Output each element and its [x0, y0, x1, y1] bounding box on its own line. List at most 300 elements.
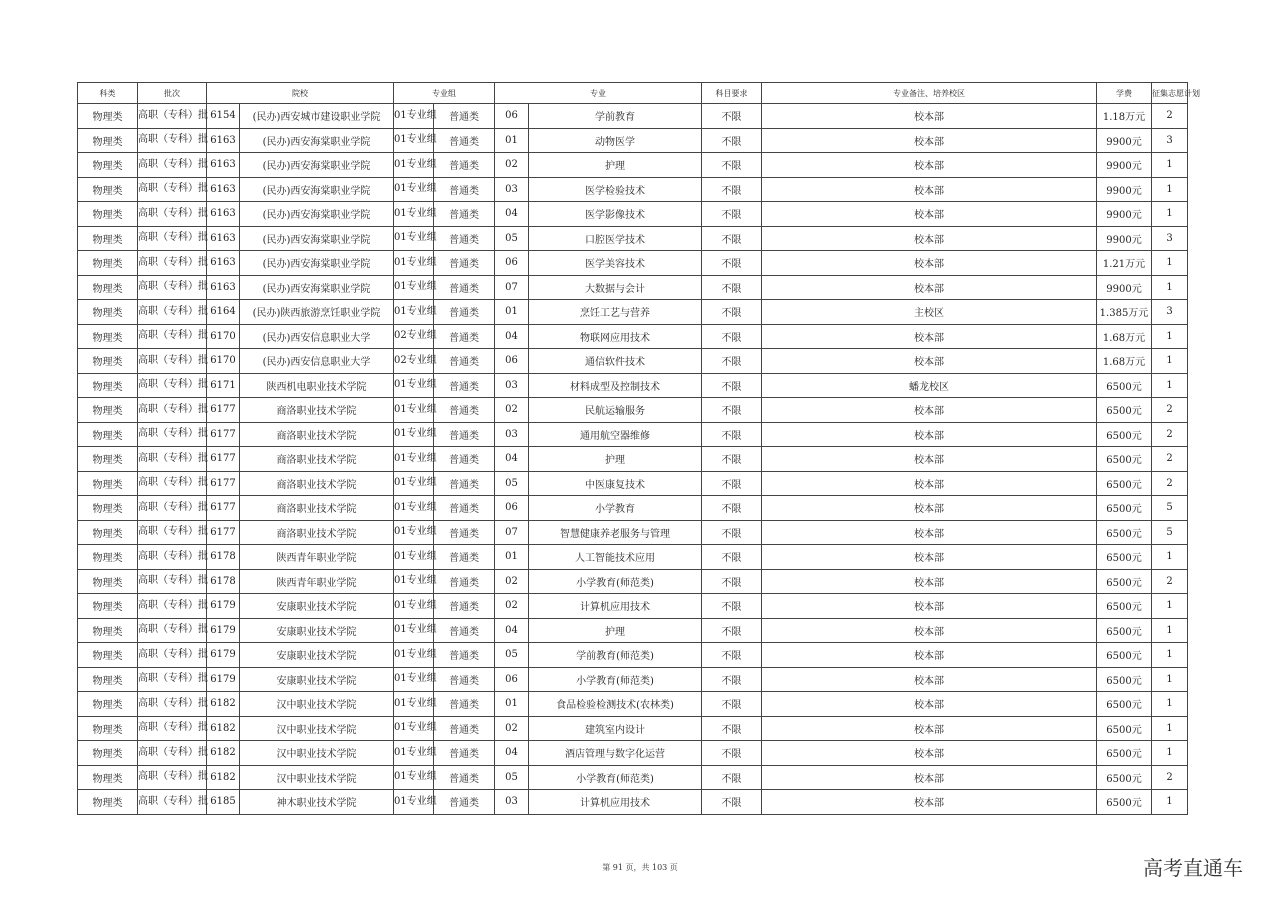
major-group-cell: 01专业组: [394, 447, 434, 472]
major-code-cell: 07: [495, 520, 529, 545]
plan-count-cell: 1: [1152, 667, 1188, 692]
school-code-cell: 6170: [207, 349, 240, 374]
major-name-cell: 食品检验检测技术(农林类): [529, 692, 702, 717]
tuition-cell: 1.21万元: [1097, 251, 1152, 276]
subject-requirement-cell: 不限: [702, 251, 762, 276]
school-code-cell: 6179: [207, 594, 240, 619]
category-cell: 物理类: [78, 324, 138, 349]
tuition-cell: 6500元: [1097, 643, 1152, 668]
header-batch: 批次: [138, 83, 207, 104]
major-name-cell: 小学教育: [529, 496, 702, 521]
category-cell: 物理类: [78, 373, 138, 398]
notes-campus-cell: 校本部: [762, 520, 1097, 545]
category-cell: 物理类: [78, 496, 138, 521]
school-name-cell: 安康职业技术学院: [240, 667, 394, 692]
major-name-cell: 护理: [529, 447, 702, 472]
group-type-cell: 普通类: [434, 520, 495, 545]
group-type-cell: 普通类: [434, 496, 495, 521]
group-type-cell: 普通类: [434, 153, 495, 178]
major-name-cell: 通信软件技术: [529, 349, 702, 374]
major-name-cell: 计算机应用技术: [529, 594, 702, 619]
category-cell: 物理类: [78, 202, 138, 227]
tuition-cell: 6500元: [1097, 618, 1152, 643]
school-code-cell: 6177: [207, 520, 240, 545]
plan-count-cell: 2: [1152, 765, 1188, 790]
table-row: [78, 520, 1188, 545]
table-body: [78, 104, 1188, 815]
school-code-cell: 6177: [207, 447, 240, 472]
major-code-cell: 06: [495, 667, 529, 692]
batch-cell: 高职（专科）批: [138, 447, 207, 472]
school-code-cell: 6163: [207, 128, 240, 153]
subject-requirement-cell: 不限: [702, 153, 762, 178]
school-name-cell: (民办)西安海棠职业学院: [240, 177, 394, 202]
tuition-cell: 9900元: [1097, 177, 1152, 202]
group-type-cell: 普通类: [434, 398, 495, 423]
table-row: [78, 741, 1188, 766]
plan-count-cell: 1: [1152, 324, 1188, 349]
major-group-cell: 01专业组: [394, 765, 434, 790]
school-name-cell: 神木职业技术学院: [240, 790, 394, 815]
category-cell: 物理类: [78, 471, 138, 496]
table-row: [78, 128, 1188, 153]
notes-campus-cell: 校本部: [762, 643, 1097, 668]
table-row: [78, 643, 1188, 668]
table-row: [78, 104, 1188, 129]
group-type-cell: 普通类: [434, 471, 495, 496]
batch-cell: 高职（专科）批: [138, 128, 207, 153]
group-type-cell: 普通类: [434, 373, 495, 398]
batch-cell: 高职（专科）批: [138, 569, 207, 594]
group-type-cell: 普通类: [434, 128, 495, 153]
major-name-cell: 大数据与会计: [529, 275, 702, 300]
major-code-cell: 04: [495, 618, 529, 643]
major-group-cell: 01专业组: [394, 545, 434, 570]
school-name-cell: (民办)陕西旅游烹饪职业学院: [240, 300, 394, 325]
notes-campus-cell: 校本部: [762, 128, 1097, 153]
major-code-cell: 03: [495, 373, 529, 398]
school-code-cell: 6179: [207, 667, 240, 692]
header-category: 科类: [78, 83, 138, 104]
group-type-cell: 普通类: [434, 667, 495, 692]
watermark: 高考直通车: [1143, 856, 1243, 880]
group-type-cell: 普通类: [434, 422, 495, 447]
major-name-cell: 学前教育: [529, 104, 702, 129]
major-code-cell: 02: [495, 153, 529, 178]
plan-count-cell: 1: [1152, 202, 1188, 227]
school-code-cell: 6154: [207, 104, 240, 129]
major-code-cell: 03: [495, 422, 529, 447]
table-row: [78, 202, 1188, 227]
tuition-cell: 6500元: [1097, 765, 1152, 790]
subject-requirement-cell: 不限: [702, 643, 762, 668]
table-row: [78, 790, 1188, 815]
category-cell: 物理类: [78, 643, 138, 668]
major-code-cell: 02: [495, 398, 529, 423]
tuition-cell: 6500元: [1097, 398, 1152, 423]
subject-requirement-cell: 不限: [702, 741, 762, 766]
category-cell: 物理类: [78, 765, 138, 790]
notes-campus-cell: 校本部: [762, 496, 1097, 521]
batch-cell: 高职（专科）批: [138, 324, 207, 349]
school-name-cell: 安康职业技术学院: [240, 643, 394, 668]
major-name-cell: 口腔医学技术: [529, 226, 702, 251]
tuition-cell: 1.68万元: [1097, 324, 1152, 349]
plan-count-cell: 2: [1152, 471, 1188, 496]
batch-cell: 高职（专科）批: [138, 104, 207, 129]
notes-campus-cell: 校本部: [762, 349, 1097, 374]
major-code-cell: 03: [495, 790, 529, 815]
table-row: [78, 471, 1188, 496]
subject-requirement-cell: 不限: [702, 594, 762, 619]
plan-count-cell: 1: [1152, 153, 1188, 178]
subject-requirement-cell: 不限: [702, 496, 762, 521]
subject-requirement-cell: 不限: [702, 716, 762, 741]
school-name-cell: 汉中职业技术学院: [240, 741, 394, 766]
plan-count-cell: 1: [1152, 692, 1188, 717]
major-group-cell: 02专业组: [394, 349, 434, 374]
school-name-cell: 陕西青年职业学院: [240, 569, 394, 594]
plan-count-cell: 1: [1152, 349, 1188, 374]
header-notes-campus: 专业备注、培养校区: [762, 83, 1097, 104]
major-name-cell: 烹饪工艺与营养: [529, 300, 702, 325]
category-cell: 物理类: [78, 520, 138, 545]
tuition-cell: 6500元: [1097, 422, 1152, 447]
category-cell: 物理类: [78, 422, 138, 447]
school-name-cell: 商洛职业技术学院: [240, 471, 394, 496]
school-name-cell: (民办)西安海棠职业学院: [240, 202, 394, 227]
notes-campus-cell: 校本部: [762, 398, 1097, 423]
major-name-cell: 中医康复技术: [529, 471, 702, 496]
batch-cell: 高职（专科）批: [138, 373, 207, 398]
major-group-cell: 01专业组: [394, 667, 434, 692]
subject-requirement-cell: 不限: [702, 692, 762, 717]
subject-requirement-cell: 不限: [702, 373, 762, 398]
batch-cell: 高职（专科）批: [138, 692, 207, 717]
tuition-cell: 6500元: [1097, 447, 1152, 472]
table-row: [78, 349, 1188, 374]
batch-cell: 高职（专科）批: [138, 667, 207, 692]
notes-campus-cell: 校本部: [762, 251, 1097, 276]
school-name-cell: 汉中职业技术学院: [240, 765, 394, 790]
major-name-cell: 物联网应用技术: [529, 324, 702, 349]
plan-count-cell: 1: [1152, 716, 1188, 741]
major-group-cell: 01专业组: [394, 520, 434, 545]
notes-campus-cell: 校本部: [762, 104, 1097, 129]
major-group-cell: 01专业组: [394, 422, 434, 447]
table-row: [78, 324, 1188, 349]
subject-requirement-cell: 不限: [702, 275, 762, 300]
category-cell: 物理类: [78, 226, 138, 251]
category-cell: 物理类: [78, 177, 138, 202]
notes-campus-cell: 校本部: [762, 153, 1097, 178]
category-cell: 物理类: [78, 447, 138, 472]
group-type-cell: 普通类: [434, 300, 495, 325]
notes-campus-cell: 校本部: [762, 545, 1097, 570]
plan-count-cell: 2: [1152, 569, 1188, 594]
major-group-cell: 01专业组: [394, 128, 434, 153]
category-cell: 物理类: [78, 104, 138, 129]
group-type-cell: 普通类: [434, 349, 495, 374]
school-code-cell: 6182: [207, 765, 240, 790]
table-row: [78, 251, 1188, 276]
tuition-cell: 6500元: [1097, 471, 1152, 496]
notes-campus-cell: 校本部: [762, 765, 1097, 790]
major-group-cell: 01专业组: [394, 643, 434, 668]
school-code-cell: 6185: [207, 790, 240, 815]
table-row: [78, 373, 1188, 398]
table-row: [78, 765, 1188, 790]
subject-requirement-cell: 不限: [702, 618, 762, 643]
tuition-cell: 6500元: [1097, 667, 1152, 692]
batch-cell: 高职（专科）批: [138, 226, 207, 251]
major-code-cell: 02: [495, 716, 529, 741]
category-cell: 物理类: [78, 667, 138, 692]
batch-cell: 高职（专科）批: [138, 300, 207, 325]
major-name-cell: 小学教育(师范类): [529, 667, 702, 692]
group-type-cell: 普通类: [434, 594, 495, 619]
subject-requirement-cell: 不限: [702, 398, 762, 423]
group-type-cell: 普通类: [434, 177, 495, 202]
plan-count-cell: 1: [1152, 251, 1188, 276]
batch-cell: 高职（专科）批: [138, 496, 207, 521]
school-name-cell: 商洛职业技术学院: [240, 496, 394, 521]
school-code-cell: 6164: [207, 300, 240, 325]
school-code-cell: 6179: [207, 618, 240, 643]
major-code-cell: 06: [495, 251, 529, 276]
school-name-cell: (民办)西安海棠职业学院: [240, 251, 394, 276]
school-code-cell: 6177: [207, 422, 240, 447]
tuition-cell: 9900元: [1097, 275, 1152, 300]
tuition-cell: 1.18万元: [1097, 104, 1152, 129]
notes-campus-cell: 校本部: [762, 202, 1097, 227]
major-group-cell: 01专业组: [394, 202, 434, 227]
notes-campus-cell: 校本部: [762, 716, 1097, 741]
subject-requirement-cell: 不限: [702, 520, 762, 545]
tuition-cell: 6500元: [1097, 692, 1152, 717]
batch-cell: 高职（专科）批: [138, 349, 207, 374]
batch-cell: 高职（专科）批: [138, 398, 207, 423]
major-code-cell: 04: [495, 447, 529, 472]
batch-cell: 高职（专科）批: [138, 741, 207, 766]
category-cell: 物理类: [78, 692, 138, 717]
major-name-cell: 通用航空器维修: [529, 422, 702, 447]
school-name-cell: 陕西机电职业技术学院: [240, 373, 394, 398]
major-code-cell: 01: [495, 128, 529, 153]
school-code-cell: 6170: [207, 324, 240, 349]
batch-cell: 高职（专科）批: [138, 251, 207, 276]
school-name-cell: (民办)西安海棠职业学院: [240, 226, 394, 251]
notes-campus-cell: 校本部: [762, 275, 1097, 300]
major-name-cell: 小学教育(师范类): [529, 765, 702, 790]
subject-requirement-cell: 不限: [702, 128, 762, 153]
school-code-cell: 6177: [207, 398, 240, 423]
major-code-cell: 03: [495, 177, 529, 202]
school-code-cell: 6178: [207, 545, 240, 570]
category-cell: 物理类: [78, 349, 138, 374]
major-name-cell: 民航运输服务: [529, 398, 702, 423]
school-name-cell: 商洛职业技术学院: [240, 422, 394, 447]
school-name-cell: 商洛职业技术学院: [240, 447, 394, 472]
major-name-cell: 人工智能技术应用: [529, 545, 702, 570]
major-code-cell: 05: [495, 226, 529, 251]
school-code-cell: 6163: [207, 275, 240, 300]
major-code-cell: 06: [495, 496, 529, 521]
major-group-cell: 01专业组: [394, 741, 434, 766]
tuition-cell: 1.68万元: [1097, 349, 1152, 374]
table-header: [78, 83, 1200, 104]
batch-cell: 高职（专科）批: [138, 594, 207, 619]
header-subject-requirement: 科目要求: [702, 83, 762, 104]
subject-requirement-cell: 不限: [702, 104, 762, 129]
major-group-cell: 01专业组: [394, 153, 434, 178]
group-type-cell: 普通类: [434, 447, 495, 472]
table-row: [78, 618, 1188, 643]
major-name-cell: 小学教育(师范类): [529, 569, 702, 594]
category-cell: 物理类: [78, 618, 138, 643]
tuition-cell: 6500元: [1097, 545, 1152, 570]
subject-requirement-cell: 不限: [702, 471, 762, 496]
major-group-cell: 01专业组: [394, 496, 434, 521]
batch-cell: 高职（专科）批: [138, 643, 207, 668]
group-type-cell: 普通类: [434, 741, 495, 766]
major-group-cell: 01专业组: [394, 618, 434, 643]
school-name-cell: 商洛职业技术学院: [240, 398, 394, 423]
batch-cell: 高职（专科）批: [138, 422, 207, 447]
table-row: [78, 422, 1188, 447]
tuition-cell: 6500元: [1097, 741, 1152, 766]
category-cell: 物理类: [78, 716, 138, 741]
notes-campus-cell: 主校区: [762, 300, 1097, 325]
category-cell: 物理类: [78, 545, 138, 570]
plan-count-cell: 5: [1152, 520, 1188, 545]
table-row: [78, 177, 1188, 202]
major-group-cell: 01专业组: [394, 251, 434, 276]
subject-requirement-cell: 不限: [702, 324, 762, 349]
school-name-cell: 陕西青年职业学院: [240, 545, 394, 570]
notes-campus-cell: 校本部: [762, 447, 1097, 472]
school-code-cell: 6177: [207, 471, 240, 496]
group-type-cell: 普通类: [434, 692, 495, 717]
major-group-cell: 01专业组: [394, 398, 434, 423]
table-row: [78, 153, 1188, 178]
table-row: [78, 569, 1188, 594]
header-major: 专业: [495, 83, 702, 104]
major-group-cell: 01专业组: [394, 373, 434, 398]
school-name-cell: 汉中职业技术学院: [240, 716, 394, 741]
notes-campus-cell: 校本部: [762, 618, 1097, 643]
plan-count-cell: 2: [1152, 422, 1188, 447]
page-footer: 第 91 页，共 103 页: [602, 863, 678, 872]
group-type-cell: 普通类: [434, 226, 495, 251]
school-name-cell: (民办)西安城市建设职业学院: [240, 104, 394, 129]
notes-campus-cell: 校本部: [762, 667, 1097, 692]
subject-requirement-cell: 不限: [702, 226, 762, 251]
major-name-cell: 智慧健康养老服务与管理: [529, 520, 702, 545]
subject-requirement-cell: 不限: [702, 177, 762, 202]
major-group-cell: 01专业组: [394, 177, 434, 202]
school-name-cell: 安康职业技术学院: [240, 594, 394, 619]
notes-campus-cell: 校本部: [762, 226, 1097, 251]
major-name-cell: 计算机应用技术: [529, 790, 702, 815]
tuition-cell: 6500元: [1097, 373, 1152, 398]
batch-cell: 高职（专科）批: [138, 545, 207, 570]
tuition-cell: 6500元: [1097, 716, 1152, 741]
school-code-cell: 6171: [207, 373, 240, 398]
group-type-cell: 普通类: [434, 716, 495, 741]
plan-count-cell: 3: [1152, 300, 1188, 325]
major-code-cell: 06: [495, 349, 529, 374]
plan-count-cell: 2: [1152, 398, 1188, 423]
subject-requirement-cell: 不限: [702, 300, 762, 325]
batch-cell: 高职（专科）批: [138, 520, 207, 545]
subject-requirement-cell: 不限: [702, 422, 762, 447]
major-name-cell: 学前教育(师范类): [529, 643, 702, 668]
plan-count-cell: 1: [1152, 790, 1188, 815]
header-major-group: 专业组: [394, 83, 495, 104]
tuition-cell: 6500元: [1097, 496, 1152, 521]
tuition-cell: 6500元: [1097, 520, 1152, 545]
major-name-cell: 护理: [529, 618, 702, 643]
school-code-cell: 6163: [207, 202, 240, 227]
group-type-cell: 普通类: [434, 643, 495, 668]
major-name-cell: 酒店管理与数字化运营: [529, 741, 702, 766]
school-name-cell: (民办)西安海棠职业学院: [240, 128, 394, 153]
plan-count-cell: 2: [1152, 447, 1188, 472]
subject-requirement-cell: 不限: [702, 447, 762, 472]
school-code-cell: 6177: [207, 496, 240, 521]
subject-requirement-cell: 不限: [702, 667, 762, 692]
plan-count-cell: 1: [1152, 594, 1188, 619]
notes-campus-cell: 校本部: [762, 741, 1097, 766]
group-type-cell: 普通类: [434, 618, 495, 643]
notes-campus-cell: 校本部: [762, 324, 1097, 349]
major-name-cell: 建筑室内设计: [529, 716, 702, 741]
table-row: [78, 226, 1188, 251]
notes-campus-cell: 校本部: [762, 569, 1097, 594]
notes-campus-cell: 校本部: [762, 790, 1097, 815]
group-type-cell: 普通类: [434, 275, 495, 300]
major-name-cell: 医学美容技术: [529, 251, 702, 276]
subject-requirement-cell: 不限: [702, 569, 762, 594]
major-code-cell: 04: [495, 741, 529, 766]
admission-table: [77, 82, 1200, 815]
school-name-cell: (民办)西安海棠职业学院: [240, 153, 394, 178]
subject-requirement-cell: 不限: [702, 202, 762, 227]
category-cell: 物理类: [78, 594, 138, 619]
major-code-cell: 04: [495, 324, 529, 349]
batch-cell: 高职（专科）批: [138, 618, 207, 643]
major-code-cell: 06: [495, 104, 529, 129]
major-group-cell: 01专业组: [394, 226, 434, 251]
table-row: [78, 275, 1188, 300]
plan-count-cell: 1: [1152, 177, 1188, 202]
major-code-cell: 05: [495, 471, 529, 496]
group-type-cell: 普通类: [434, 324, 495, 349]
plan-count-cell: 1: [1152, 373, 1188, 398]
plan-count-cell: 2: [1152, 104, 1188, 129]
subject-requirement-cell: 不限: [702, 349, 762, 374]
major-name-cell: 医学检验技术: [529, 177, 702, 202]
table-row: [78, 300, 1188, 325]
plan-count-cell: 5: [1152, 496, 1188, 521]
major-group-cell: 01专业组: [394, 275, 434, 300]
category-cell: 物理类: [78, 275, 138, 300]
table-row: [78, 447, 1188, 472]
subject-requirement-cell: 不限: [702, 790, 762, 815]
major-code-cell: 07: [495, 275, 529, 300]
major-group-cell: 01专业组: [394, 716, 434, 741]
